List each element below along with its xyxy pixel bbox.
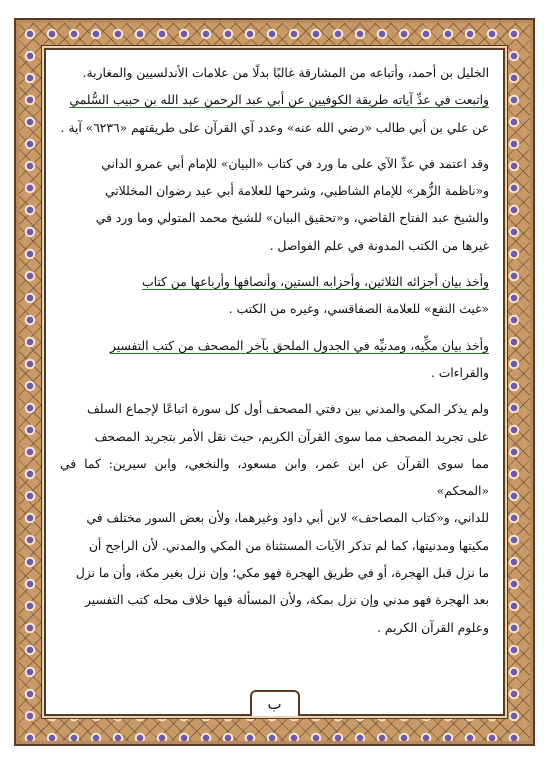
text-line: ولم يذكر المكي والمدني بين دفتي المصحف أول كل سورة اتباعًا لإجماع السلف [87,402,489,417]
text-line: الخليل بن أحمد، وأتباعه من المشارقة غالبًا بدلًا من علامات الأندلسيين والمغاربة. [82,66,489,80]
text-line: والقراءات . [430,365,489,380]
text-line: و«ناظمة الزُّهر» للإمام الشاطبي، وشرحها للعلامة أبي عيد رضوان المخللاتي [104,184,489,199]
text-line: على تجريد المصحف مما سوى القرآن الكريم، حيث نقل الأمر بتجريد المصحف [94,429,489,444]
paragraph-3 [60,269,489,324]
text-line: وقد اعتمد في عدِّ الآي على ما ورد في كتاب «البيان» للإمام أبي عمرو الداني [101,156,489,171]
text-line: غيرها من الكتب المدونة في علم الفواصل . [269,238,489,253]
text-line: مما سوى القرآن عن ابن عمر، وابن مسعود، والنخعي، وابن سيرين: كما في «المحكم» [60,456,489,499]
paragraph-5 [60,396,489,642]
text-line: عن علي بن أبي طالب «رضي الله عنه» وعدد آي القرآن على طريقتهم «٦٢٣٦» آية . [60,120,489,135]
paragraph-2 [60,151,489,260]
text-body [60,60,489,674]
paragraph-1 [60,60,489,142]
page-number: ب [250,690,300,716]
text-line: وأخذ بيان مكِّيه، ومدنيِّه في الجدول الملحق بآخر المصحف من كتب التفسير [109,338,489,353]
ornamental-frame [14,18,535,746]
paragraph-4 [60,333,489,388]
text-line: «غيث النفع» للعلامة الصفاقسي، وغيره من الكتب . [228,302,489,317]
text-line: وأخذ بيان أجزائه الثلاثين، وأحزابه الستين، وأنصافها وأرباعها من كتاب [142,275,489,290]
text-line: واتبعت في عدِّ آياته طريقة الكوفيين عن أبي عبد الرحمن عبد الله بن حبيب السُّلمي [69,93,489,108]
text-line: والشيخ عبد الفتاح القاضي، و«تحقيق البيان» للشيخ محمد المتولي وما ورد في [95,211,489,226]
page-content-area [44,48,505,716]
text-line: للداني، و«كتاب المصاحف» لابن أبي داود وغيرهما، ولأن بعض السور مختلف في [86,511,489,526]
text-line: ما نزل قبل الهجرة، أو في طريق الهجرة فهو مكي؛ وإن نزل بغير مكة، وأن ما نزل [75,566,489,581]
text-line: وعلوم القرآن الكريم . [377,620,489,635]
text-line: مكيتها ومدنيتها، كما لم تذكر الآيات المستثناة من المكي والمدني. لأن الراجح أن [88,538,489,553]
text-line: بعد الهجرة فهو مدني وإن نزل بمكة، ولأن المسألة فيها خلاف محله كتب التفسير [84,593,489,608]
